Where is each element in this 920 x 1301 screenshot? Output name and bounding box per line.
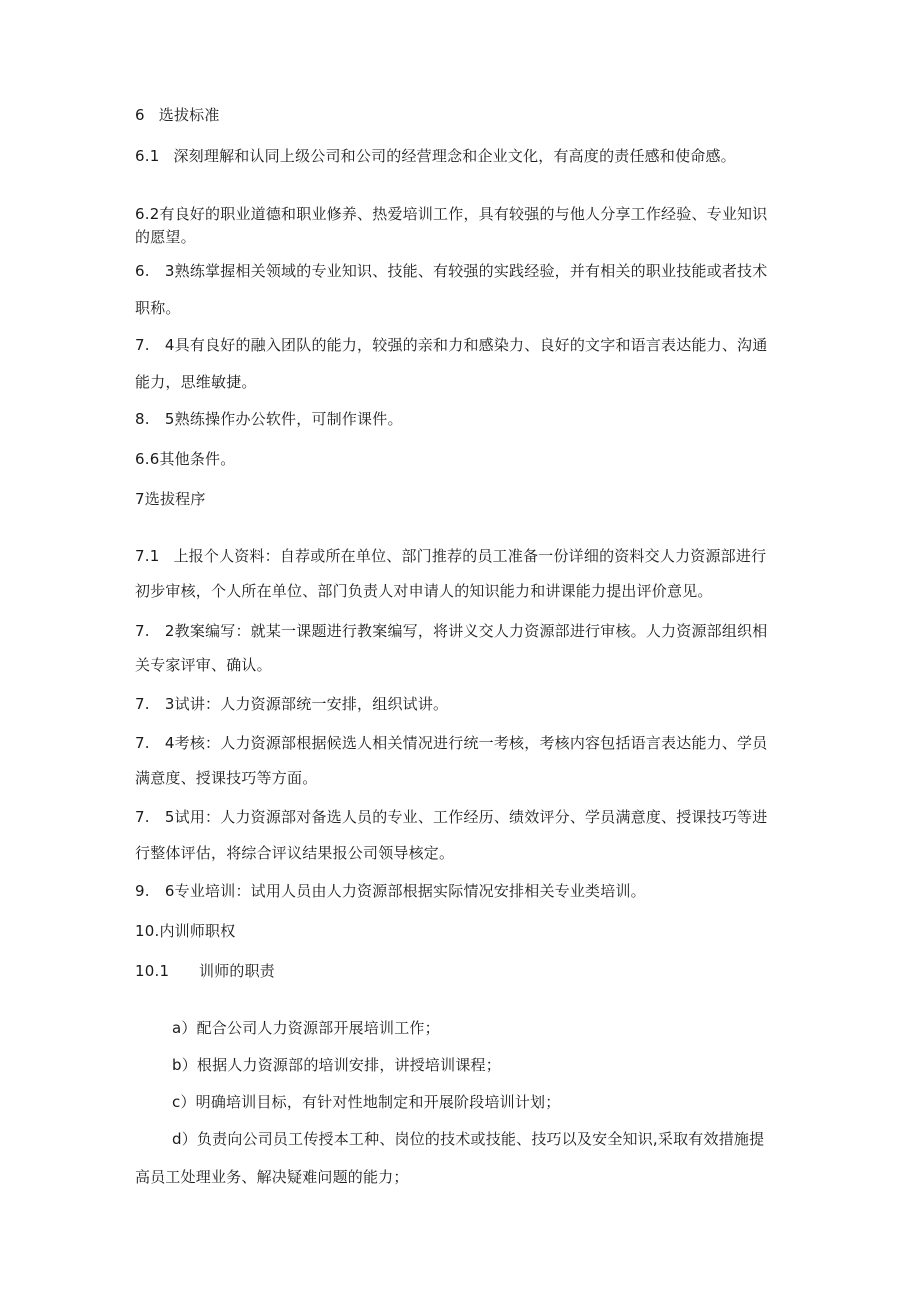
duty-item-c: c）明确培训目标，有针对性地制定和开展阶段培训计划； [172, 1093, 561, 1111]
section-7-heading: 7选拔程序 [135, 490, 206, 508]
clause-6-6: 6.6其他条件。 [135, 450, 236, 468]
clause-text: 训师的职责 [199, 962, 276, 980]
clause-6-3-line-2: 职称。 [135, 299, 181, 317]
clause-number: 7.1 [135, 547, 160, 565]
clause-6-4-line-1 [135, 334, 767, 356]
clause-number: 7. 3 [135, 695, 175, 713]
clause-7-4-line-1 [135, 732, 767, 754]
clause-7-2-line-2: 关专家评审、确认。 [135, 656, 272, 674]
clause-text: 深刻理解和认同上级公司和公司的经营理念和企业文化，有高度的责任感和使命感。 [173, 147, 736, 165]
clause-7-1-line-2: 初步审核，个人所在单位、部门负责人对申请人的知识能力和讲课能力提出评价意见。 [135, 582, 713, 600]
clause-7-1-line-1 [135, 545, 766, 567]
clause-7-5-line-2: 行整体评估，将综合评议结果报公司领导核定。 [135, 844, 455, 862]
clause-6-3-line-1 [135, 260, 767, 282]
section-6-heading [135, 104, 220, 126]
clause-number: 8. 5 [135, 410, 175, 428]
clause-7-6 [135, 880, 646, 902]
clause-number: 7. 4 [135, 734, 175, 752]
clause-6-2-line-2: 的愿望。 [135, 228, 196, 246]
section-title: 选拔标准 [158, 106, 220, 124]
clause-text: 具有良好的融入团队的能力，较强的亲和力和感染力、良好的文字和语言表达能力、沟通 [174, 336, 768, 354]
duty-item-d-line-2: 高员工处理业务、解决疑难问题的能力； [135, 1168, 409, 1186]
clause-text: 熟练掌握相关领域的专业知识、技能、有较强的实践经验，并有相关的职业技能或者技术 [174, 262, 768, 280]
clause-number: 6. 3 [135, 262, 175, 280]
duty-item-b: b）根据人力资源部的培训安排，讲授培训课程； [172, 1056, 501, 1074]
clause-number: 6.1 [135, 147, 160, 165]
clause-text: 考核：人力资源部根据候选人相关情况进行统一考核，考核内容包括语言表达能力、学员 [174, 734, 768, 752]
clause-6-1 [135, 145, 736, 167]
clause-text: 上报个人资料：自荐或所在单位、部门推荐的员工准备一份详细的资料交人力资源部进行 [173, 547, 767, 565]
section-number: 6 [135, 106, 145, 124]
clause-10-1 [135, 960, 275, 982]
clause-text: 专业培训：试用人员由人力资源部根据实际情况安排相关专业类培训。 [174, 882, 646, 900]
clause-number: 7. 5 [135, 808, 175, 826]
section-10-heading: 10.内训师职权 [135, 922, 236, 940]
duty-item-d-line-1: d）负责向公司员工传授本工种、岗位的技术或技能、技巧以及安全知识,采取有效措施提 [172, 1130, 765, 1148]
clause-6-2-line-1: 6.2有良好的职业道德和职业修养、热爱培训工作，具有较强的与他人分享工作经验、专业知识 [135, 205, 768, 223]
clause-number: 7. 2 [135, 622, 175, 640]
clause-text: 试讲：人力资源部统一安排，组织试讲。 [174, 695, 449, 713]
clause-7-5-line-1 [135, 806, 767, 828]
clause-6-5 [135, 408, 403, 430]
duty-item-a: a）配合公司人力资源部开展培训工作； [172, 1019, 440, 1037]
clause-text: 熟练操作办公软件，可制作课件。 [174, 410, 403, 428]
clause-6-4-line-2: 能力，思维敏捷。 [135, 373, 257, 391]
clause-text: 教案编写：就某一课题进行教案编写，将讲义交人力资源部进行审核。人力资源部组织相 [174, 622, 768, 640]
clause-7-3 [135, 693, 448, 715]
clause-7-4-line-2: 满意度、授课技巧等方面。 [135, 769, 318, 787]
clause-number: 9. 6 [135, 882, 175, 900]
clause-number: 7. 4 [135, 336, 175, 354]
clause-text: 试用：人力资源部对备选人员的专业、工作经历、绩效评分、学员满意度、授课技巧等进 [174, 808, 768, 826]
clause-7-2-line-1 [135, 620, 767, 642]
clause-number: 10.1 [135, 962, 170, 980]
